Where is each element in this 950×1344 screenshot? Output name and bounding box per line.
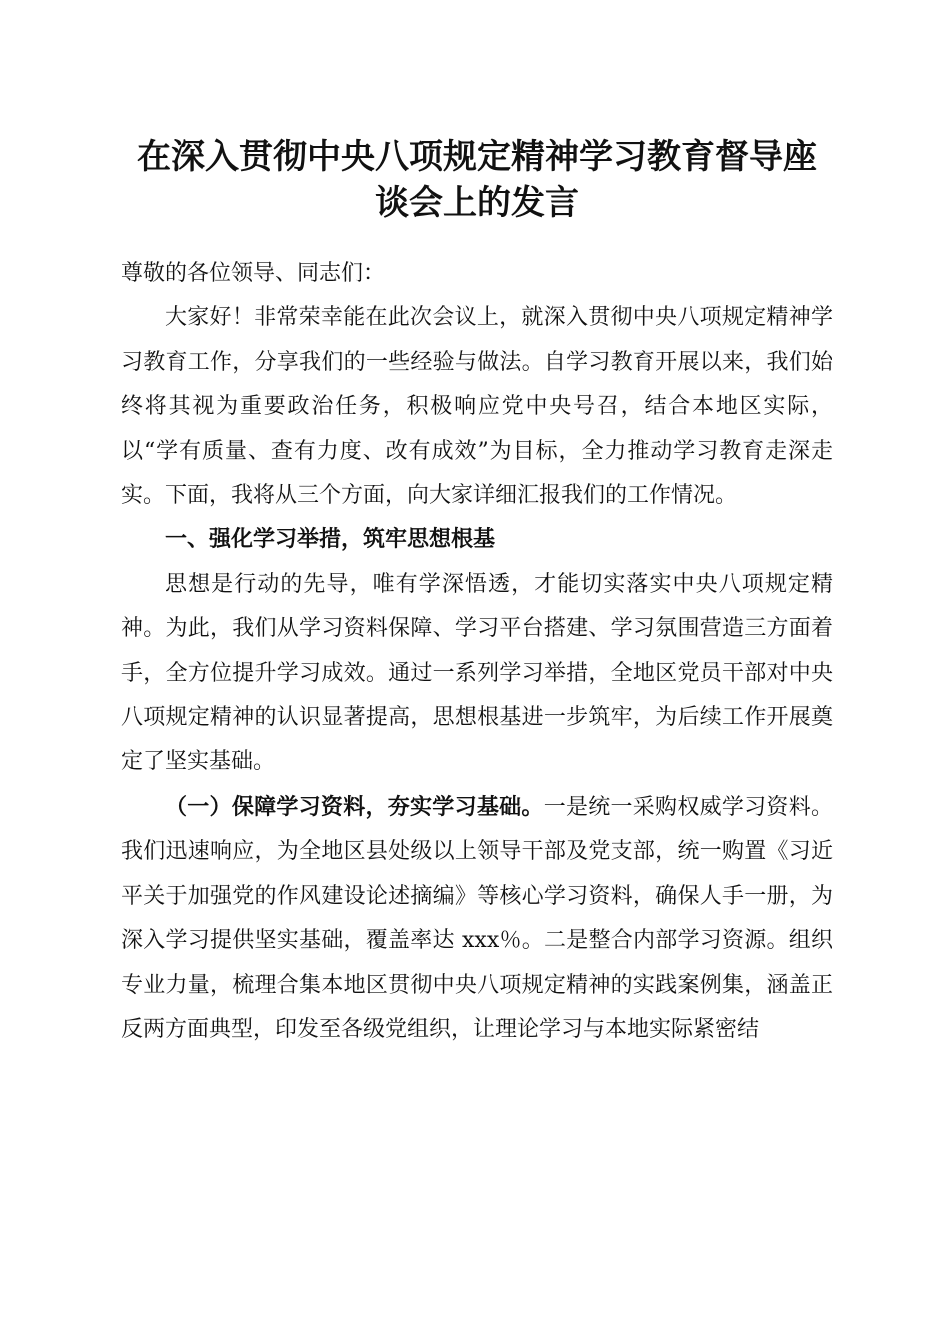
title-line-1: 在深入贯彻中央八项规定精神学习教育督导座 [137, 137, 817, 177]
subsection-1-text: 一是统一采购权威学习资料。我们迅速响应，为全地区县处级以上领导干部及党支部，统一购置《习近平关于加强党的作风建设论述摘编》等核心学习资料，确保人手一册，为深入学习提供坚实基础，覆盖率达 xxx％。二是整合内部学习资源。组织专业力量，梳理合集本地区贯彻中央八项规定精神的实践案例集，涵盖正反两方面典型，印发至各级党组织，让理论学习与本地实际紧密结 [121, 794, 833, 1042]
salutation: 尊敬的各位领导、同志们： [121, 261, 386, 286]
section-1-paragraph: 思想是行动的先导，唯有学深悟透，才能切实落实中央八项规定精神。为此，我们从学习资料保障、学习平台搭建、学习氛围营造三方面着手，全方位提升学习成效。通过一系列学习举措，全地区党员干部对中央八项规定精神的认识显著提高，思想根基进一步筑牢，为后续工作开展奠定了坚实基础。 [121, 571, 833, 775]
subsection-1-heading: （一）保障学习资料，夯实学习基础。 [165, 793, 544, 820]
document-body [121, 252, 833, 1052]
section-1-heading: 一、强化学习举措，筑牢思想根基 [165, 527, 496, 553]
intro-paragraph: 大家好！非常荣幸能在此次会议上，就深入贯彻中央八项规定精神学习教育工作，分享我们的一些经验与做法。自学习教育开展以来，我们始终将其视为重要政治任务，积极响应党中央号召，结合本地区实际，以“学有质量、查有力度、改有成效”为目标，全力推动学习教育走深走实。下面，我将从三个方面，向大家详细汇报我们的工作情况。 [121, 305, 833, 509]
document-title [121, 134, 833, 226]
title-line-2: 谈会上的发言 [375, 183, 579, 223]
subsection-1-paragraph [121, 785, 833, 1052]
